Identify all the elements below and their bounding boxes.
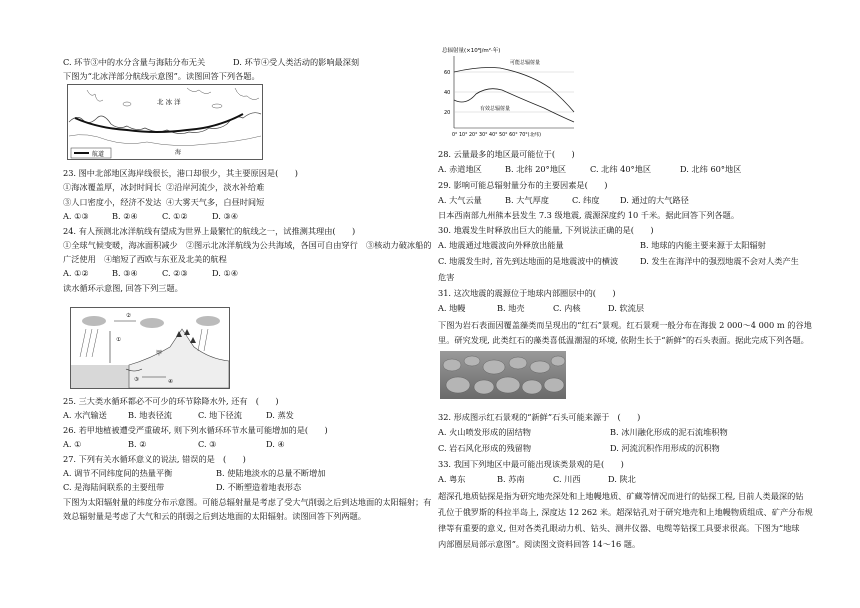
radiation-latitude-chart [440,42,580,140]
ocean-label: 北 冰 洋 [157,98,181,106]
rock-intro-2: 里。研究发现, 此类红石的藻类喜低温潮湿的环境, 依附生长于“新鲜”的石头表面。据此完成下列各题。 [438,335,809,345]
q33-option-c: C. 川西 [553,474,581,484]
q24-stem: 24. 有人预测北冰洋航线有望成为世界上最繁忙的航线之一，试推测其理由( ) [63,226,356,236]
q23-stem: 23. 图中北部地区海岸线很长，港口却很少，其主要原因是( ) [63,168,298,178]
q27-option-b: B. 使陆地淡水的总量不断增加 [216,468,326,478]
option-c-prev: C. 环节③中的水分含量与海陆分布无关 [63,57,206,67]
q27-option-d: D. 不断塑造着地表形态 [216,482,302,492]
q25-option-c: C. 地下径流 [198,410,242,420]
q28-stem: 28. 云量最多的地区最可能位于( ) [438,149,575,159]
q30-option-c: C. 地震发生时, 首先到达地面的是地震波中的横波 [438,256,619,266]
q27-stem: 27. 下列有关水循环意义的说法, 错误的是 ( ) [63,454,246,464]
q23-item-1: ①海冰覆盖厚，冰封时间长 [63,182,162,192]
q30-option-b: B. 地球的内能主要来源于太阳辐射 [640,240,766,250]
q33-option-a: A. 粤东 [438,474,466,484]
drill-intro-3: 律等有重要的意义, 但对各类孔眼动力机、钻头、测井仪器、电缆等钻探工具要求很高。下图为“地球 [438,523,800,533]
q26-option-a: A. ① [63,439,82,449]
q30-option-d: D. 发生在海洋中的强烈地震不会对人类产生 [640,256,799,266]
q30-option-d-cont: 危害 [438,272,455,282]
ytick-20: 20 [444,110,451,116]
q29-option-c: C. 纬度 [572,195,600,205]
possible-label: 可能总辐射量 [510,60,541,66]
q30-stem: 30. 地震发生时释放出巨大的能量, 下列说法正确的是( ) [438,225,654,235]
q28-option-d: D. 北纬 60°地区 [680,164,742,174]
q33-option-b: B. 苏南 [497,474,525,484]
q31-option-b: B. 地壳 [497,303,525,313]
q23-item-2: ②沿岸河流少，淡水补给难 [166,182,265,192]
q23-option-a: A. ①③ [63,211,89,221]
water-intro: 读水循环示意图, 回答下列三题。 [63,283,183,293]
q27-option-c: C. 是海陆间联系的主要纽带 [63,482,165,492]
q28-option-a: A. 赤道地区 [438,164,482,174]
svg-text:④: ④ [168,379,173,385]
q24-option-b: B. ③④ [112,268,138,278]
q32-stem: 32. 形成图示红石景观的“新鲜”石头可能来源于 ( ) [438,412,641,422]
q25-stem: 25. 三大类水循环都必不可少的环节除降水外, 还有 ( ) [63,396,279,406]
q25-option-d: D. 蒸发 [266,410,294,420]
svg-text:③: ③ [134,377,139,383]
q24-option-c: C. ②③ [162,268,188,278]
sea-label: 海 [175,149,182,156]
quake-intro: 日本西南部九州熊本县发生 7.3 级地震, 震源深度约 10 千米。据此回答下列各题。 [438,210,740,220]
q33-option-d: D. 陕北 [608,474,636,484]
map-intro: 下图为“北冰洋部分航线示意图”。读图回答下列各题。 [63,71,260,81]
q28-option-b: B. 北纬 20°地区 [505,164,567,174]
q32-option-d: D. 河流沉积作用形成的沉积物 [610,443,720,453]
q24-option-d: D. ①④ [212,268,239,278]
q23-option-d: D. ③④ [212,211,239,221]
q23-option-c: C. ①② [162,211,188,221]
chart-ylabel: 总辐射量(×10⁸J/m²·年) [442,48,501,54]
q26-stem: 26. 若甲地植被遭受严重破坏, 则下列水循环环节水量可能增加的是( ) [63,425,328,435]
effective-label: 有效总辐射量 [480,106,511,112]
q26-option-d: D. ④ [266,439,285,449]
q31-option-c: C. 内核 [553,303,581,313]
radiation-intro-2: 效总辐射量是考虑了大气和云的削弱之后到达地面的太阳辐射。读图回答下列两题。 [63,511,366,521]
option-d-prev: D. 环节④受人类活动的影响最深刻 [233,57,360,67]
q24-line-1: ①全球气候变暖，海冰面积减少 ②图示北冰洋航线为公共海域，各国可自由穿行 ③核动力破冰船的 [63,240,432,250]
q29-stem: 29. 影响可能总辐射量分布的主要因素是( ) [438,180,608,190]
drill-intro-1: 超深孔地质钻探是指为研究地壳深处和上地幔地质、矿藏等情况而进行的钻探工程, 目前人类最深的钻 [438,491,804,501]
q29-option-d: D. 通过的大气路径 [620,195,689,205]
q24-option-a: A. ①② [63,268,89,278]
q32-option-b: B. 冰川融化形成的泥石流堆积物 [610,427,728,437]
ytick-60: 60 [444,70,451,76]
q26-option-b: B. ② [128,439,147,449]
q30-option-a: A. 地震通过地震波向外释放出能量 [438,240,564,250]
q23-item-3: ③人口密度小，经济不发达 [63,197,162,207]
q32-option-c: C. 岩石风化形成的残留物 [438,443,532,453]
red-stone-photo [440,351,566,399]
possible-radiation-line [454,68,574,113]
q32-option-a: A. 火山喷发形成的固结物 [438,427,531,437]
q31-option-d: D. 软流层 [608,303,645,313]
drill-intro-2: 孔位于俄罗斯的科拉半岛上, 深度达 12 262 米。超深钻孔对于研究地壳和上地幔物质组成、矿产分布规 [438,507,813,517]
q31-stem: 31. 这次地震的震源位于地球内部圈层中的( ) [438,288,616,298]
q29-option-a: A. 大气云量 [438,195,482,205]
ytick-40: 40 [444,90,451,96]
legend-label: 航道 [92,151,105,158]
q23-option-b: B. ②④ [112,211,138,221]
q28-option-c: C. 北纬 40°地区 [590,164,652,174]
q33-stem: 33. 我国下列地区中最可能出现该类景观的是( ) [438,459,624,469]
q23-item-4: ④大雾天气多，白昼时间短 [166,197,265,207]
chart-xticks: 0° 10° 20° 30° 40° 50° 60° 70°(北纬) [452,133,541,138]
q25-option-a: A. 水汽输送 [63,410,107,420]
q26-option-c: C. ③ [198,439,217,449]
q25-option-b: B. 地表径流 [128,410,172,420]
q24-line-2: 广泛使用 ④缩短了西欧与东亚及北美的航程 [63,254,227,264]
q31-option-a: A. 地幔 [438,303,466,313]
svg-text:①: ① [116,337,121,343]
q29-option-b: B. 大气厚度 [505,195,549,205]
svg-text:②: ② [126,313,131,319]
rock-intro-1: 下图为岩石表面因覆盖藻类而呈现出的“红石”景观。红石景观一般分布在海拔 2 000～4 000 m 的谷地 [438,320,812,330]
drill-intro-4: 内部圈层局部示意图”。阅读图文资料回答 14～16 题。 [438,539,641,549]
q27-option-a: A. 调节不同纬度间的热量平衡 [63,468,173,478]
water-cycle-diagram [70,307,230,389]
arctic-route-map [67,84,263,160]
svg-text:甲: 甲 [156,350,163,357]
radiation-intro-1: 下图为太阳辐射量的纬度分布示意图。可能总辐射量是考虑了受大气削弱之后到达地面的太阳辐射；有 [63,497,432,507]
